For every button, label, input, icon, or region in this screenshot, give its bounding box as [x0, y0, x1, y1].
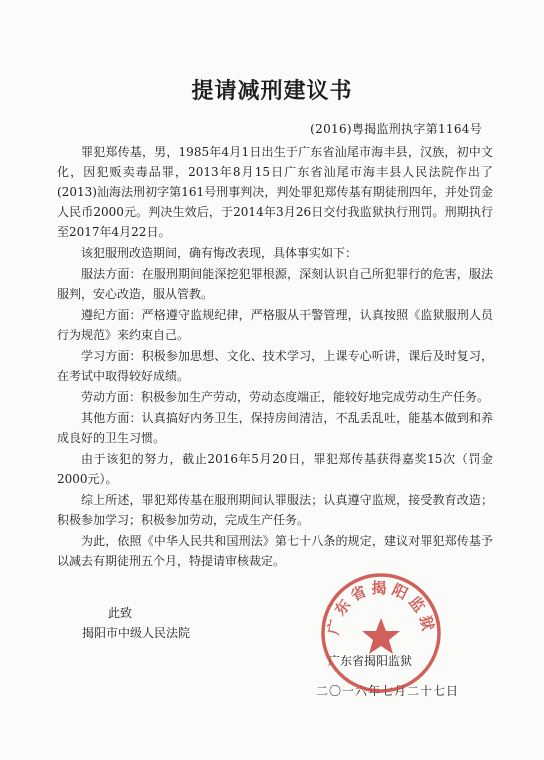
document-title: 提请减刑建议书: [191, 79, 353, 104]
paragraph-rewards: 由于该犯的努力，截止2016年5月20日，罪犯郑传基获得嘉奖15次（罚金2000元）。: [57, 452, 493, 486]
paragraph-labor: 劳动方面：积极参加生产劳动，劳动态度端正，能较好地完成劳动生产任务。: [81, 390, 490, 404]
paragraph-criminal-info: 罪犯郑传基，男，1985年4月1日出生于广东省汕尾市海丰县，汉族，初中文化，因犯贩卖毒品罪，2013年8月15日广东省汕尾市海丰县人民法院作出了(2013)汕海法刑初字第161号刑事判决，判处罪犯郑传基有期徒刑四年，并处罚金人民币2000元。判决生效后，于2014年3月26日交付我监狱执行刑罚。刑期执行至2017年4月22日。: [57, 145, 493, 239]
signer-name: 广东省揭阳监狱: [328, 654, 413, 668]
salutation: 此致: [108, 606, 133, 620]
paragraph-intro: 该犯服刑改造期间，确有悔改表现，具体事实如下：: [81, 246, 358, 260]
document-body: [57, 142, 493, 572]
document-date: 二〇一六年七月二十七日: [316, 684, 460, 698]
paragraph-study: 学习方面：积极参加思想、文化、技术学习，上课专心听讲，课后及时复习，在考试中取得较好成绩。: [57, 349, 493, 383]
document-number: (2016)粤揭监刑执字第1164号: [310, 122, 482, 136]
official-seal: [318, 570, 444, 696]
paragraph-obedience: 服法方面：在服刑期间能深挖犯罪根源，深刻认识自己所犯罪行的危害，服法服判，安心改造，服从管教。: [57, 267, 493, 301]
paragraph-other: 其他方面：认真搞好内务卫生，保持房间清洁，不乱丢乱吐，能基本做到和养成良好的卫生习惯。: [57, 411, 493, 445]
paragraph-recommendation: 为此，依照《中华人民共和国刑法》第七十八条的规定，建议对罪犯郑传基予以减去有期徒刑五个月，特提请审核裁定。: [57, 534, 493, 568]
paragraph-summary: 综上所述，罪犯郑传基在服刑期间认罪服法；认真遵守监规，接受教育改造；积极参加学习；积极参加劳动，完成生产任务。: [57, 493, 493, 527]
seal-text: 广东省揭阳监狱: [324, 578, 438, 637]
paragraph-discipline: 遵纪方面：严格遵守监规纪律，严格服从干警管理，认真按照《监狱服刑人员行为规范》来约束自己。: [57, 308, 493, 342]
recipient-court: 揭阳市中级人民法院: [82, 626, 191, 640]
seal-star-icon: [362, 618, 400, 654]
